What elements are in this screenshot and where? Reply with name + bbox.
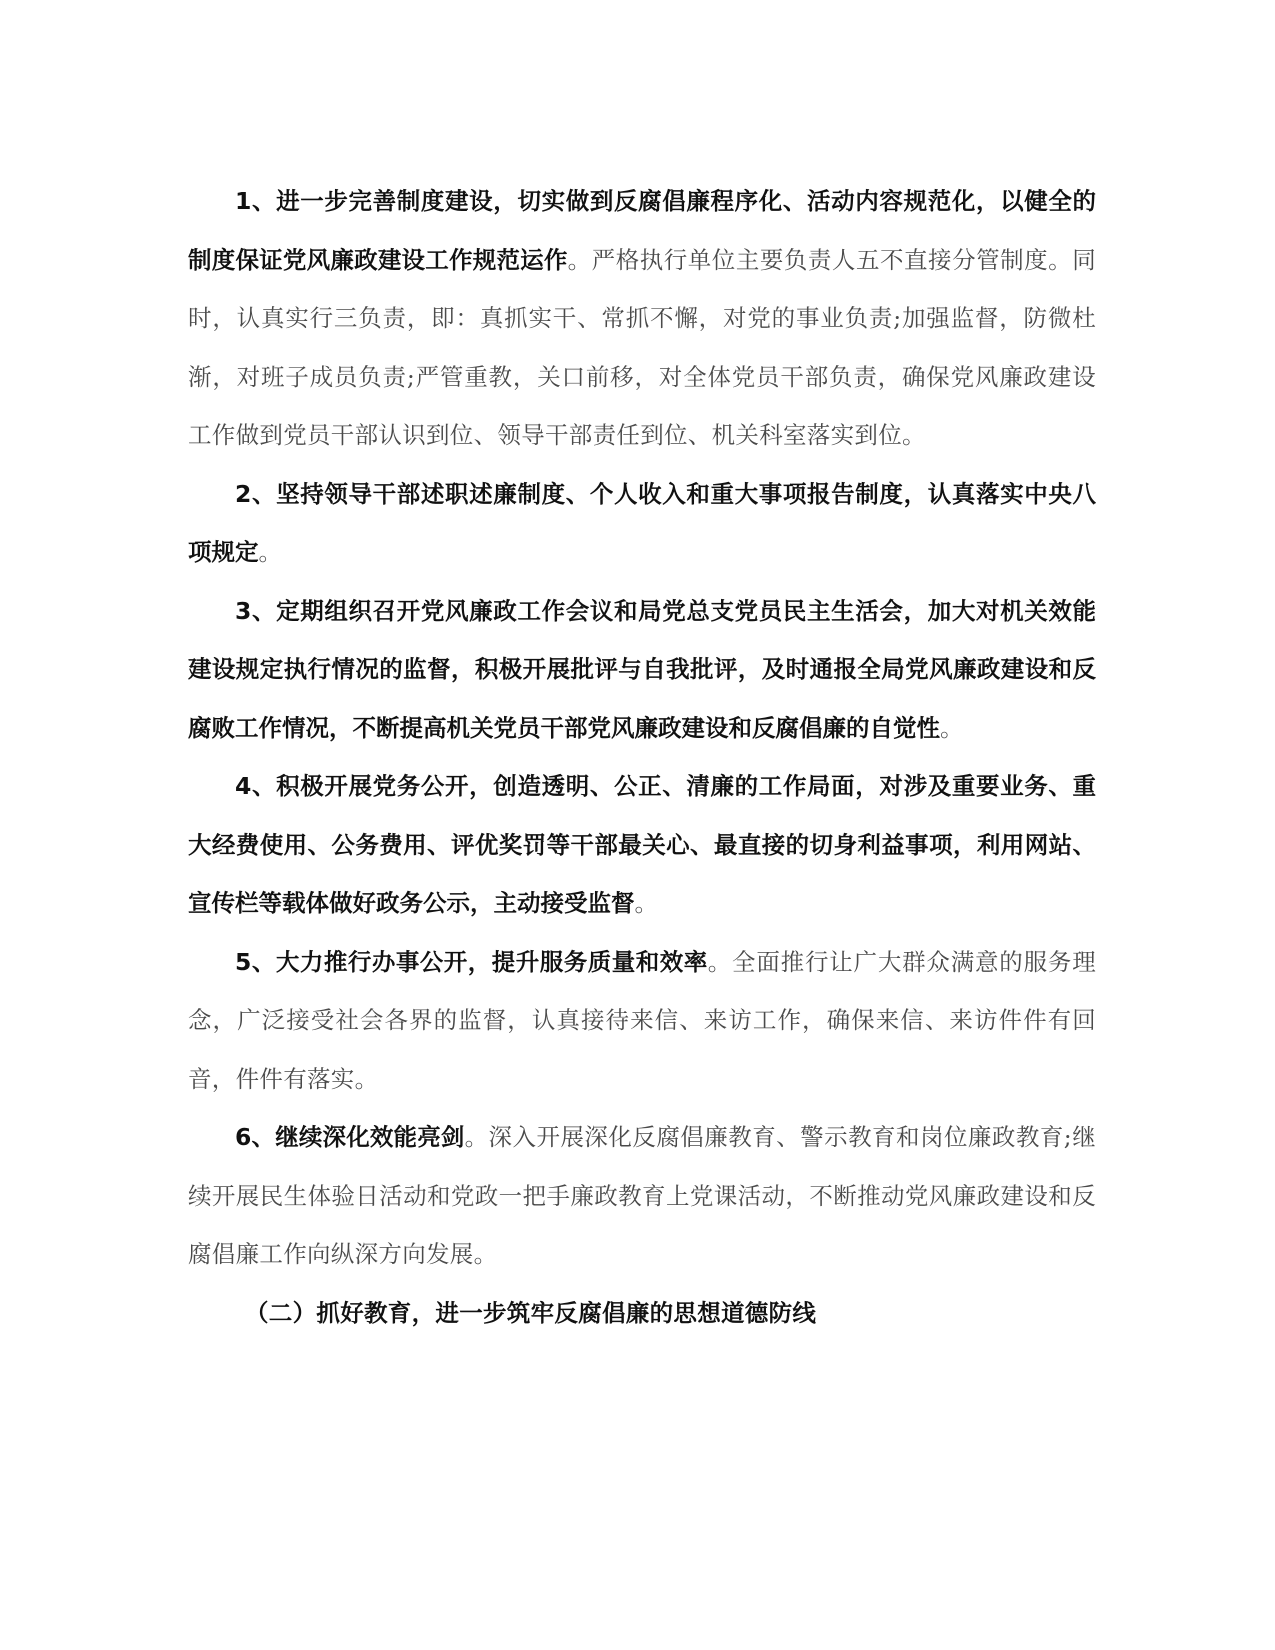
paragraph-3 bbox=[188, 582, 1096, 758]
paragraph-1 bbox=[188, 172, 1096, 465]
paragraph-body: 。 bbox=[634, 889, 659, 917]
document-body bbox=[188, 172, 1096, 1342]
paragraph-lead: 4、积极开展党务公开，创造透明、公正、清廉的工作局面，对涉及重要业务、重大经费使用、公务费用、评优奖罚等干部最关心、最直接的切身利益事项，利用网站、宣传栏等载体做好政务公示，主动接受监督 bbox=[188, 772, 1096, 917]
section-heading: （二）抓好教育，进一步筑牢反腐倡廉的思想道德防线 bbox=[245, 1298, 817, 1327]
paragraph-4 bbox=[188, 757, 1096, 933]
paragraph-5 bbox=[188, 933, 1096, 1109]
paragraph-body: 。 bbox=[258, 538, 283, 566]
paragraph-body: 。深入开展深化反腐倡廉教育、警示教育和岗位廉政教育;继续开展民生体验日活动和党政一把手廉政教育上党课活动，不断推动党风廉政建设和反腐倡廉工作向纵深方向发展。 bbox=[188, 1123, 1096, 1268]
paragraph-2 bbox=[188, 465, 1096, 582]
paragraph-lead: 1、进一步完善制度建设，切实做到反腐倡廉程序化、活动内容规范化，以健全的制度保证党风廉政建设工作规范运作 bbox=[188, 187, 1096, 274]
paragraph-body: 。严格执行单位主要负责人五不直接分管制度。同时，认真实行三负责，即：真抓实干、常抓不懈，对党的事业负责;加强监督，防微杜渐，对班子成员负责;严管重教，关口前移，对全体党员干部负责，确保党风廉政建设工作做到党员干部认识到位、领导干部责任到位、机关科室落实到位。 bbox=[188, 245, 1097, 449]
paragraph-lead: 6、继续深化效能亮剑 bbox=[235, 1123, 465, 1151]
paragraph-body: 。全面推行让广大群众满意的服务理念，广泛接受社会各界的监督，认真接待来信、来访工作，确保来信、来访件件有回音，件件有落实。 bbox=[188, 947, 1096, 1093]
paragraph-6 bbox=[188, 1108, 1096, 1284]
paragraph-body: 。 bbox=[940, 713, 964, 742]
paragraph-lead: 2、坚持领导干部述职述廉制度、个人收入和重大事项报告制度，认真落实中央八项规定 bbox=[188, 479, 1096, 566]
paragraph-lead: 3、定期组织召开党风廉政工作会议和局党总支党员民主生活会，加大对机关效能建设规定执行情况的监督，积极开展批评与自我批评，及时通报全局党风廉政建设和反腐败工作情况，不断提高机关党员干部党风廉政建设和反腐倡廉的自觉性 bbox=[188, 596, 1096, 742]
paragraph-lead: 5、大力推行办事公开，提升服务质量和效率 bbox=[235, 947, 708, 976]
